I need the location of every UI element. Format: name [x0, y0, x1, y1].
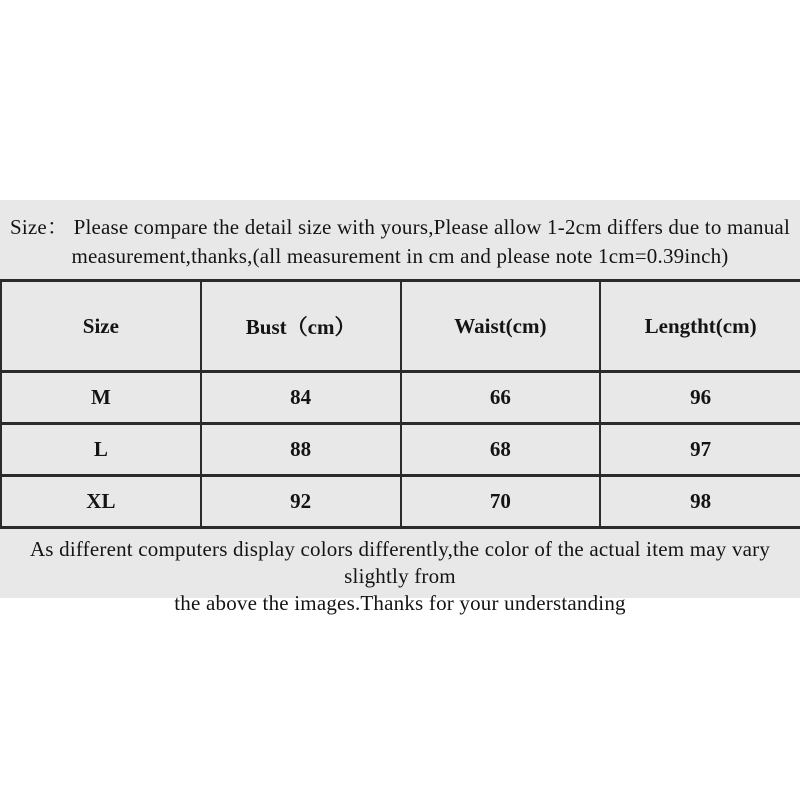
- column-header-bust: Bust（cm）: [201, 281, 401, 372]
- color-note-line-1: As different computers display colors differently,the color of the actual item may vary slightly from: [29, 537, 771, 588]
- table-row-l: [1, 424, 800, 476]
- table-row-m: [1, 372, 800, 424]
- size-chart-body: [1, 372, 800, 528]
- cell-length-l: 97: [600, 424, 800, 476]
- cell-size-m: M: [1, 372, 201, 424]
- cell-size-l: L: [1, 424, 201, 476]
- size-chart-header: [1, 281, 800, 372]
- table-row-xl: [1, 476, 800, 528]
- color-disclaimer-note: [0, 529, 800, 617]
- cell-size-xl: XL: [1, 476, 201, 528]
- cell-length-xl: 98: [600, 476, 800, 528]
- header-row: [1, 281, 800, 372]
- cell-bust-m: 84: [201, 372, 401, 424]
- column-header-length: Lengtht(cm): [600, 281, 800, 372]
- color-note-line-2: the above the images.Thanks for your understanding: [174, 591, 626, 615]
- size-note-line-1: Size： Please compare the detail size with yours,Please allow 1-2cm differs due to manual: [10, 215, 790, 239]
- cell-bust-l: 88: [201, 424, 401, 476]
- cell-waist-l: 68: [401, 424, 601, 476]
- size-chart-table: [0, 279, 800, 529]
- cell-waist-xl: 70: [401, 476, 601, 528]
- column-header-waist: Waist(cm): [401, 281, 601, 372]
- size-info-panel: [0, 200, 800, 615]
- column-header-size: Size: [1, 281, 201, 372]
- size-note: [0, 200, 800, 279]
- cell-waist-m: 66: [401, 372, 601, 424]
- cell-length-m: 96: [600, 372, 800, 424]
- size-note-line-2: measurement,thanks,(all measurement in cm and please note 1cm=0.39inch): [71, 244, 729, 268]
- cell-bust-xl: 92: [201, 476, 401, 528]
